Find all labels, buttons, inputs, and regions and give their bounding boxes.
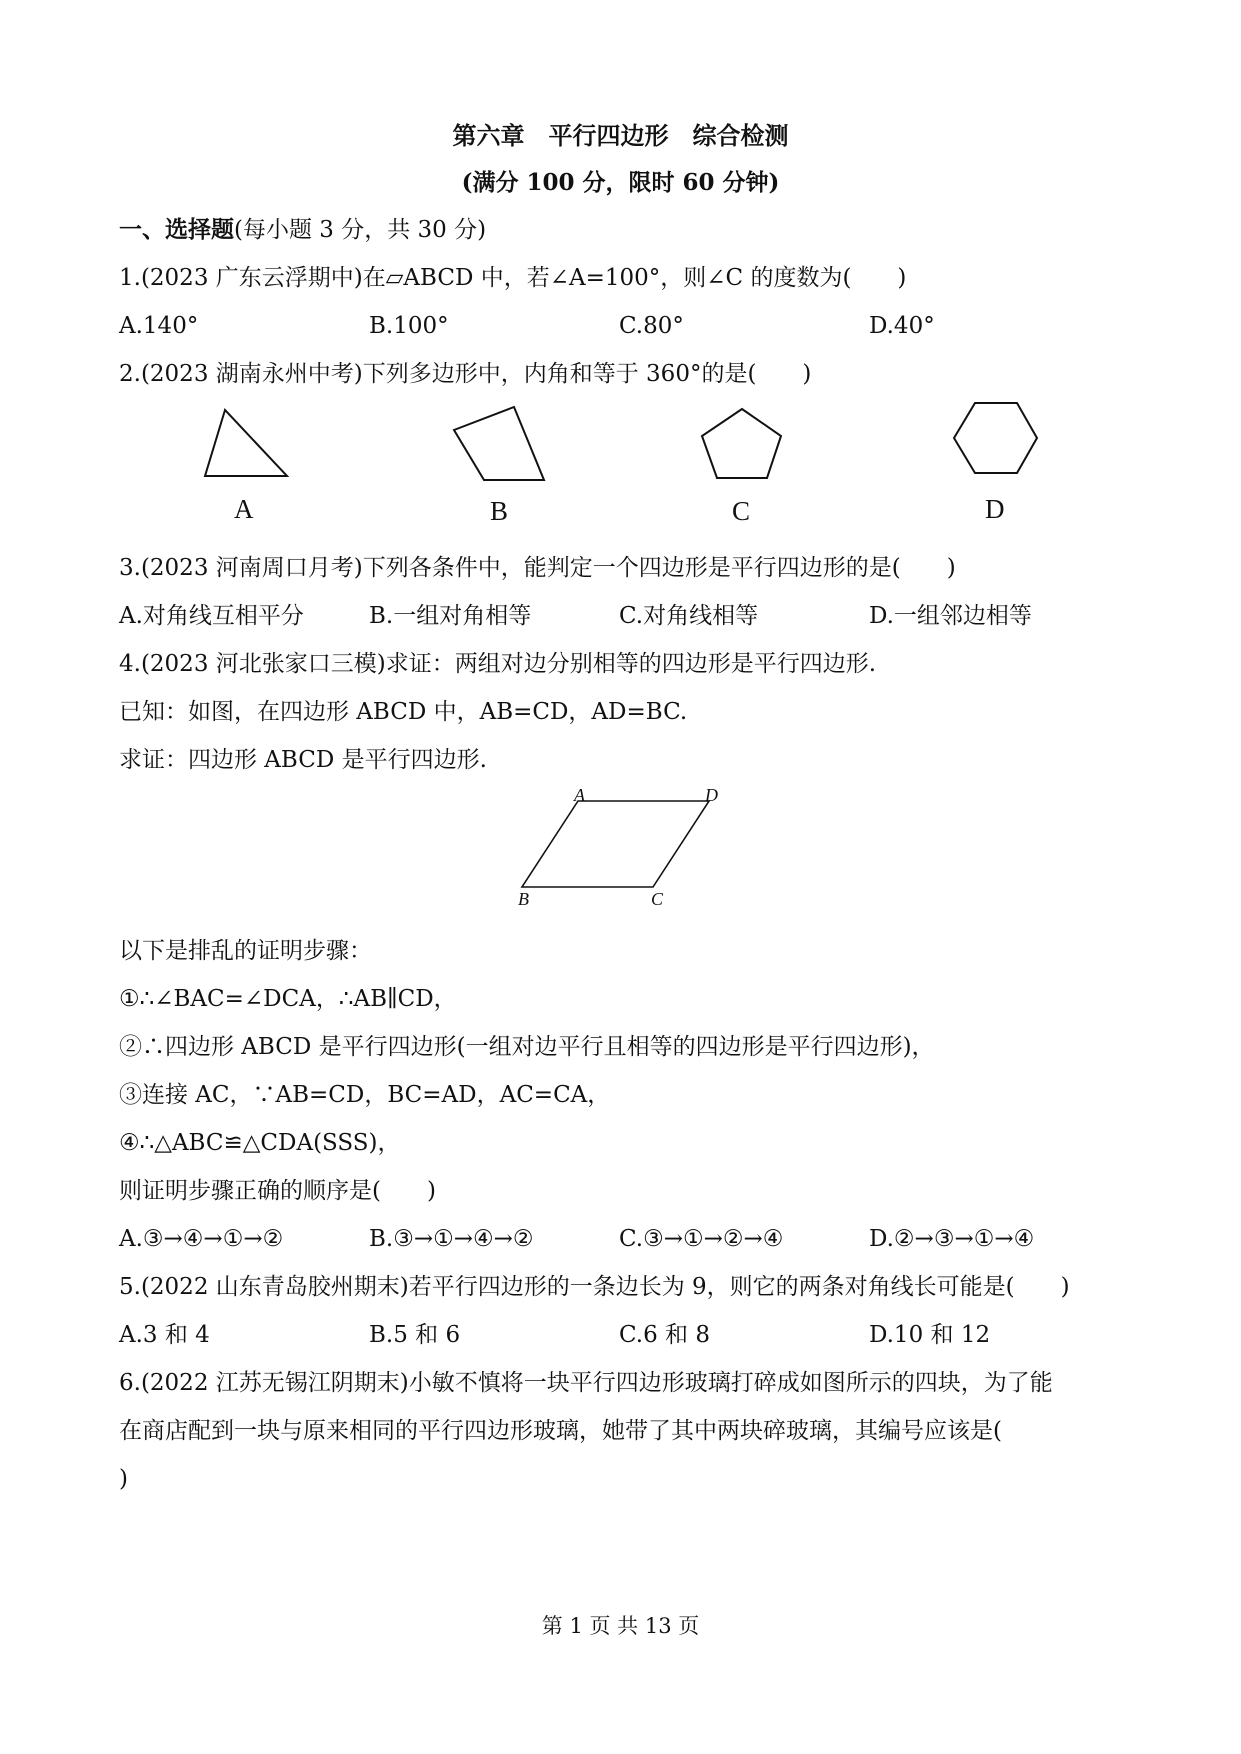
quadrilateral-shape xyxy=(454,407,544,480)
q5-option-c: C.6 和 8 xyxy=(619,1322,710,1348)
pentagon-shape xyxy=(702,409,781,478)
q3-option-b: B.一组对角相等 xyxy=(369,603,532,629)
q4-step-2: ②∴四边形 ABCD 是平行四边形(一组对边平行且相等的四边形是平行四边形)， xyxy=(119,1034,935,1060)
q4-option-c: C.③→①→②→④ xyxy=(619,1226,784,1252)
q4-steps-intro: 以下是排乱的证明步骤： xyxy=(119,938,372,964)
q5-option-d: D.10 和 12 xyxy=(869,1322,991,1348)
question-3-stem: 3.(2023 河南周口月考)下列各条件中，能判定一个四边形是平行四边形的是( ) xyxy=(119,555,956,581)
page-title: 第六章 平行四边形 综合检测 xyxy=(452,121,789,150)
q4-step-4: ④∴△ABC≌△CDA(SSS)， xyxy=(119,1130,401,1156)
question-6-line-1: 6.(2022 江苏无锡江阴期末)小敏不慎将一块平行四边形玻璃打碎成如图所示的四块，为了能 xyxy=(119,1370,1053,1396)
point-label-d: D xyxy=(705,785,718,805)
q5-option-a: A.3 和 4 xyxy=(119,1322,210,1348)
q4-option-d: D.②→③→①→④ xyxy=(869,1226,1035,1252)
q2-figure-label-d: D xyxy=(985,494,1005,524)
point-label-b: B xyxy=(518,889,529,909)
hexagon-shape xyxy=(954,403,1037,473)
q4-option-a: A.③→④→①→② xyxy=(119,1226,284,1252)
q2-figure-label-b: B xyxy=(490,496,509,526)
question-2-stem: 2.(2023 湖南永州中考)下列多边形中，内角和等于 360°的是( ) xyxy=(119,361,812,387)
point-label-a: A xyxy=(574,785,585,805)
q1-option-b: B.100° xyxy=(369,313,449,339)
q1-option-d: D.40° xyxy=(869,313,935,339)
q4-ask: 则证明步骤正确的顺序是( ) xyxy=(119,1178,436,1204)
page-footer: 第 1 页 共 13 页 xyxy=(541,1614,700,1638)
q4-step-1: ①∴∠BAC=∠DCA，∴AB∥CD， xyxy=(119,986,457,1012)
q1-option-c: C.80° xyxy=(619,313,684,339)
question-6-line-2: 在商店配到一块与原来相同的平行四边形玻璃，她带了其中两块碎玻璃，其编号应该是( xyxy=(119,1418,1002,1444)
q4-prove: 求证：四边形 ABCD 是平行四边形. xyxy=(119,747,487,773)
q3-option-a: A.对角线互相平分 xyxy=(119,603,304,629)
parallelogram-shape xyxy=(522,801,709,887)
section-heading-note: (每小题 3 分，共 30 分) xyxy=(234,217,487,243)
question-5-stem: 5.(2022 山东青岛胶州期末)若平行四边形的一条边长为 9，则它的两条对角线长可能是( ) xyxy=(119,1274,1070,1300)
q4-step-3: ③连接 AC，∵AB=CD，BC=AD，AC=CA， xyxy=(119,1082,611,1108)
question-4-stem: 4.(2023 河北张家口三模)求证：两组对边分别相等的四边形是平行四边形. xyxy=(119,651,877,677)
q2-figure-label-a: A xyxy=(234,494,254,524)
point-label-c: C xyxy=(651,889,664,909)
q4-given: 已知：如图，在四边形 ABCD 中，AB=CD，AD=BC. xyxy=(119,699,688,725)
question-1-stem: 1.(2023 广东云浮期中)在▱ABCD 中，若∠A=100°，则∠C 的度数为( ) xyxy=(119,265,907,291)
q1-option-a: A.140° xyxy=(119,313,199,339)
triangle-shape xyxy=(205,410,287,476)
question-6-line-3: ) xyxy=(119,1466,128,1492)
section-heading-title: 一、选择题 xyxy=(119,216,234,243)
q5-option-b: B.5 和 6 xyxy=(369,1322,461,1348)
q3-option-d: D.一组邻边相等 xyxy=(869,603,1032,629)
q4-option-b: B.③→①→④→② xyxy=(369,1226,534,1252)
section-heading xyxy=(119,215,486,245)
q3-option-c: C.对角线相等 xyxy=(619,603,759,629)
page-subtitle: (满分 100 分，限时 60 分钟) xyxy=(461,169,780,196)
q2-figure-label-c: C xyxy=(732,496,751,526)
